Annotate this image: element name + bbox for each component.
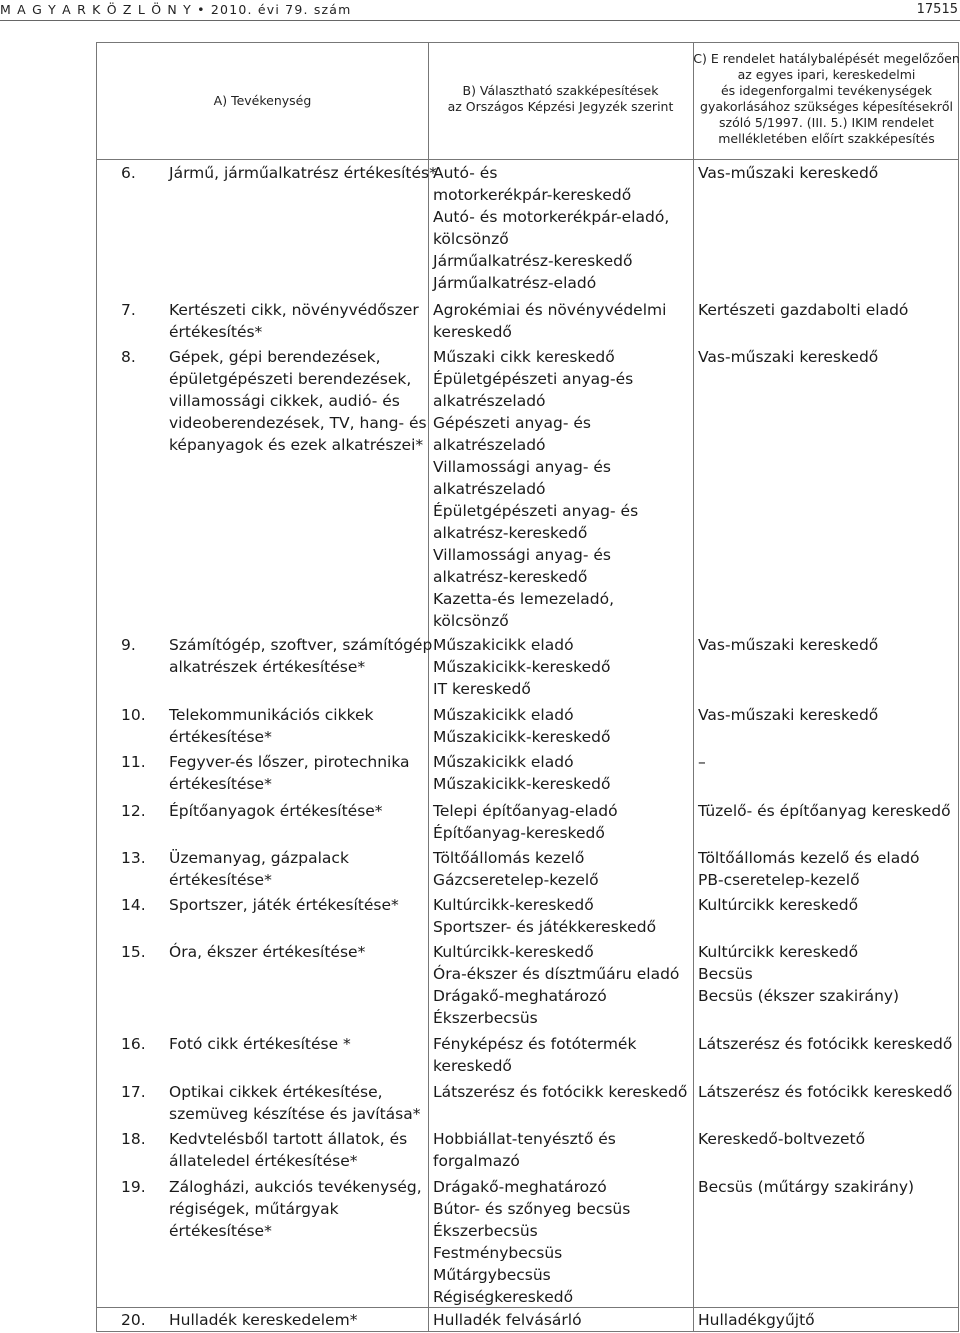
qualification-table <box>96 42 959 1332</box>
activity-cell: Jármű, járműalkatrész értékesítés* <box>169 164 437 182</box>
previous-qualification-cell: Vas-műszaki kereskedő <box>698 706 879 724</box>
activity-cell: Óra, ékszer értékesítése* <box>169 943 366 961</box>
row-number: 15. <box>121 943 146 961</box>
header-optional-qualifications: B) Választható szakképesítések az Országos Képzési Jegyzék szerint <box>447 83 674 114</box>
activity-cell: Sportszer, játék értékesítése* <box>169 896 399 914</box>
row-number: 16. <box>121 1035 146 1053</box>
activity-cell: Építőanyagok értékesítése* <box>169 802 383 820</box>
page-number: 17515 <box>916 2 958 17</box>
optional-qualification-cell: Műszakicikk eladó Műszakicikk-kereskedő <box>433 753 611 793</box>
row-number: 8. <box>121 348 136 366</box>
row-number: 13. <box>121 849 146 867</box>
previous-qualification-cell: Kereskedő-boltvezető <box>698 1130 866 1148</box>
header-rule <box>0 20 960 21</box>
optional-qualification-cell: Töltőállomás kezelő Gázcseretelep-kezelő <box>433 849 599 889</box>
row-number: 18. <box>121 1130 146 1148</box>
activity-cell: Optikai cikkek értékesítése, szemüveg készítése és javítása* <box>169 1083 421 1123</box>
row-number: 19. <box>121 1178 146 1196</box>
row-number: 9. <box>121 636 136 654</box>
previous-qualification-cell: Töltőállomás kezelő és eladó PB-cseretelep-kezelő <box>698 849 920 889</box>
previous-qualification-cell: Kertészeti gazdabolti eladó <box>698 301 909 319</box>
activity-cell: Kedvtelésből tartott állatok, és állateledel értékesítése* <box>169 1130 408 1170</box>
header-divider <box>97 159 958 160</box>
row-number: 10. <box>121 706 146 724</box>
previous-qualification-cell: – <box>698 753 706 771</box>
optional-qualification-cell: Agrokémiai és növényvédelmi kereskedő <box>433 301 667 341</box>
activity-cell: Fegyver-és lőszer, pirotechnika értékesítése* <box>169 753 410 793</box>
activity-cell: Zálogházi, aukciós tevékenység, régiségek, műtárgyak értékesítése* <box>169 1178 422 1240</box>
row-number: 6. <box>121 164 136 182</box>
optional-qualification-cell: Műszakicikk eladó Műszakicikk-kereskedő <box>433 706 611 746</box>
row-number: 17. <box>121 1083 146 1101</box>
previous-qualification-cell: Hulladékgyűjtő <box>698 1311 815 1329</box>
activity-cell: Gépek, gépi berendezések, épületgépészeti berendezések, villamossági cikkek, audió- és videoberendezések, TV, hang- és képanyagok és ezek alkatrészei* <box>169 348 427 454</box>
running-head <box>0 0 960 20</box>
optional-qualification-cell: Autó- és motorkerékpár-kereskedő Autó- és motorkerékpár-eladó, kölcsönző Járműalkatrész-kereskedő Járműalkatrész-eladó <box>433 164 670 292</box>
activity-cell: Kertészeti cikk, növényvédőszer értékesítés* <box>169 301 419 341</box>
activity-cell: Számítógép, szoftver, számítógép alkatrészek értékesítése* <box>169 636 433 676</box>
last-row-divider <box>97 1307 958 1308</box>
previous-qualification-cell: Látszerész és fotócikk kereskedő <box>698 1035 953 1053</box>
activity-cell: Hulladék kereskedelem* <box>169 1311 358 1329</box>
header-activity: A) Tevékenység <box>213 93 312 108</box>
previous-qualification-cell: Látszerész és fotócikk kereskedő <box>698 1083 953 1101</box>
optional-qualification-cell: Kultúrcikk-kereskedő Óra-ékszer és dísztműáru eladó Drágakő-meghatározó Ékszerbecsüs <box>433 943 680 1027</box>
optional-qualification-cell: Telepi építőanyag-eladó Építőanyag-kereskedő <box>433 802 618 842</box>
optional-qualification-cell: Műszaki cikk kereskedő Épületgépészeti anyag-és alkatrészeladó Gépészeti anyag- és alkatrészeladó Villamossági anyag- és alkatrészeladó Épületgépészeti anyag- és alkatrész-kereskedő Villamossági anyag- és alkatrész-kereskedő Kazetta-és lemezeladó, kölcsönző <box>433 348 639 630</box>
activity-cell: Telekommunikációs cikkek értékesítése* <box>169 706 374 746</box>
row-number: 11. <box>121 753 146 771</box>
previous-qualification-cell: Vas-műszaki kereskedő <box>698 164 879 182</box>
optional-qualification-cell: Hobbiállat-tenyésztő és forgalmazó <box>433 1130 616 1170</box>
row-number: 20. <box>121 1311 146 1329</box>
previous-qualification-cell: Vas-műszaki kereskedő <box>698 636 879 654</box>
header-previous-qualifications: C) E rendelet hatálybalépését megelőzően az egyes ipari, kereskedelmi és idegenforgalmi tevékenységek gyakorlásához szükséges képesítésekről szóló 5/1997. (III. 5.) IKIM rendelet mellékletében előírt szakképesítés <box>693 51 960 146</box>
activity-cell: Üzemanyag, gázpalack értékesítése* <box>169 849 349 889</box>
optional-qualification-cell: Hulladék felvásárló <box>433 1311 582 1329</box>
previous-qualification-cell: Kultúrcikk kereskedő Becsüs Becsüs (ékszer szakirány) <box>698 943 900 1005</box>
row-number: 14. <box>121 896 146 914</box>
row-number: 12. <box>121 802 146 820</box>
optional-qualification-cell: Fényképész és fotótermék kereskedő <box>433 1035 637 1075</box>
row-number: 7. <box>121 301 136 319</box>
optional-qualification-cell: Műszakicikk eladó Műszakicikk-kereskedő IT kereskedő <box>433 636 611 698</box>
previous-qualification-cell: Becsüs (műtárgy szakirány) <box>698 1178 915 1196</box>
optional-qualification-cell: Kultúrcikk-kereskedő Sportszer- és játékkereskedő <box>433 896 657 936</box>
previous-qualification-cell: Tüzelő- és építőanyag kereskedő <box>698 802 951 820</box>
previous-qualification-cell: Kultúrcikk kereskedő <box>698 896 859 914</box>
previous-qualification-cell: Vas-műszaki kereskedő <box>698 348 879 366</box>
optional-qualification-cell: Látszerész és fotócikk kereskedő <box>433 1083 688 1101</box>
activity-cell: Fotó cikk értékesítése * <box>169 1035 351 1053</box>
journal-title: M A G Y A R K Ö Z L Ö N Y • 2010. évi 79. szám <box>0 2 352 17</box>
optional-qualification-cell: Drágakő-meghatározó Bútor- és szőnyeg becsüs Ékszerbecsüs Festménybecsüs Műtárgybecsüs Régiségkereskedő <box>433 1178 631 1306</box>
